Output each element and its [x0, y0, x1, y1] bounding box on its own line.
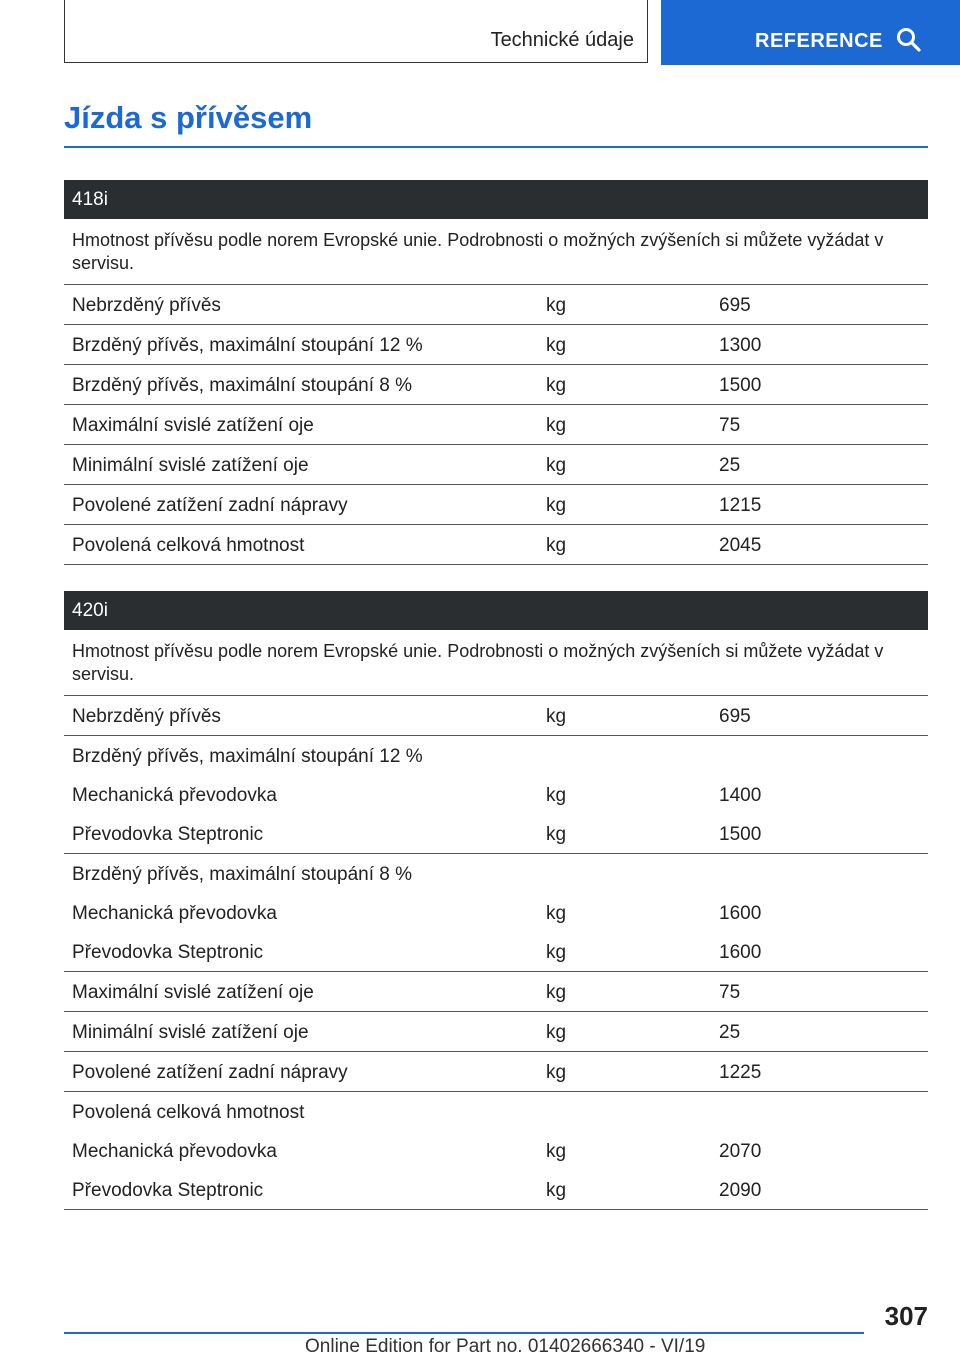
- row-unit: kg: [546, 1022, 567, 1043]
- spec-table-420i: [64, 591, 928, 1210]
- table-row: [64, 1092, 928, 1131]
- table-note: Hmotnost přívěsu podle norem Evropské unie. Podrobnosti o možných zvýšeních si můžete vyžádat v servisu.: [64, 219, 928, 285]
- row-label: Povolené zatížení zadní nápravy: [72, 495, 348, 516]
- table-row: [64, 1131, 928, 1170]
- table-row: [64, 972, 928, 1012]
- row-label: Brzděný přívěs, maximální stoupání 12 %: [72, 746, 423, 767]
- row-label: Nebrzděný přívěs: [72, 706, 221, 727]
- row-value: 1600: [719, 903, 762, 924]
- page-title: Jízda s přívěsem: [64, 100, 313, 135]
- table-row: [64, 405, 928, 445]
- row-unit: kg: [546, 706, 567, 727]
- table-body: [64, 696, 928, 1210]
- row-label: Mechanická převodovka: [72, 903, 277, 924]
- table-row: [64, 485, 928, 525]
- row-unit: kg: [546, 824, 567, 845]
- row-value: 75: [719, 982, 741, 1003]
- section-title: Technické údaje: [490, 29, 634, 51]
- row-label: Maximální svislé zatížení oje: [72, 982, 314, 1003]
- table-row: [64, 854, 928, 893]
- row-label: Povolené zatížení zadní nápravy: [72, 1062, 348, 1083]
- spec-table-418i: [64, 180, 928, 565]
- row-unit: kg: [546, 982, 567, 1003]
- page-number: 307: [884, 1301, 928, 1331]
- row-value: 1500: [719, 824, 762, 845]
- row-value: 1300: [719, 335, 762, 356]
- table-note: Hmotnost přívěsu podle norem Evropské unie. Podrobnosti o možných zvýšeních si můžete vyžádat v servisu.: [64, 630, 928, 696]
- search-icon: [896, 27, 922, 53]
- row-label: Mechanická převodovka: [72, 785, 277, 806]
- table-body: [64, 285, 928, 565]
- table-row: [64, 775, 928, 814]
- row-value: 695: [719, 295, 751, 316]
- row-label: Povolená celková hmotnost: [72, 1102, 305, 1123]
- row-value: 25: [719, 455, 741, 476]
- row-value: 1225: [719, 1062, 762, 1083]
- row-unit: kg: [546, 535, 567, 556]
- row-value: 2045: [719, 535, 762, 556]
- table-header: 418i: [64, 180, 928, 219]
- row-label: Převodovka Steptronic: [72, 942, 264, 963]
- footer-divider: [64, 1332, 864, 1334]
- row-unit: kg: [546, 375, 567, 396]
- row-value: 1600: [719, 942, 762, 963]
- row-unit: kg: [546, 415, 567, 436]
- table-row: [64, 893, 928, 932]
- row-label: Povolená celková hmotnost: [72, 535, 305, 556]
- table-row: [64, 525, 928, 565]
- table-row: [64, 365, 928, 405]
- table-row: [64, 285, 928, 325]
- row-label: Převodovka Steptronic: [72, 1180, 264, 1201]
- table-row: [64, 1052, 928, 1092]
- row-unit: kg: [546, 295, 567, 316]
- row-label: Brzděný přívěs, maximální stoupání 12 %: [72, 335, 423, 356]
- row-unit: kg: [546, 1180, 567, 1201]
- row-unit: kg: [546, 942, 567, 963]
- table-row: [64, 1170, 928, 1210]
- row-label: Maximální svislé zatížení oje: [72, 415, 314, 436]
- footer-edition: Online Edition for Part no. 01402666340 - VI/19: [305, 1336, 706, 1357]
- reference-label: REFERENCE: [755, 30, 883, 52]
- row-value: 2090: [719, 1180, 762, 1201]
- table-header: 420i: [64, 591, 928, 630]
- row-unit: kg: [546, 1141, 567, 1162]
- row-label: Minimální svislé zatížení oje: [72, 455, 309, 476]
- row-unit: kg: [546, 335, 567, 356]
- row-value: 2070: [719, 1141, 762, 1162]
- row-label: Převodovka Steptronic: [72, 824, 264, 845]
- row-label: Brzděný přívěs, maximální stoupání 8 %: [72, 375, 413, 396]
- row-value: 75: [719, 415, 741, 436]
- table-row: [64, 1012, 928, 1052]
- row-label: Brzděný přívěs, maximální stoupání 8 %: [72, 864, 413, 885]
- row-value: 695: [719, 706, 751, 727]
- row-value: 1500: [719, 375, 762, 396]
- row-label: Nebrzděný přívěs: [72, 295, 221, 316]
- table-row: [64, 814, 928, 854]
- row-unit: kg: [546, 1062, 567, 1083]
- table-row: [64, 696, 928, 736]
- table-row: [64, 325, 928, 365]
- row-value: 1215: [719, 495, 762, 516]
- row-label: Minimální svislé zatížení oje: [72, 1022, 309, 1043]
- table-row: [64, 736, 928, 775]
- row-unit: kg: [546, 903, 567, 924]
- table-row: [64, 445, 928, 485]
- row-unit: kg: [546, 785, 567, 806]
- row-value: 25: [719, 1022, 741, 1043]
- table-row: [64, 932, 928, 972]
- title-divider: [64, 146, 928, 148]
- row-value: 1400: [719, 785, 762, 806]
- reference-button[interactable]: [661, 0, 960, 65]
- row-label: Mechanická převodovka: [72, 1141, 277, 1162]
- section-tab[interactable]: [64, 0, 648, 63]
- row-unit: kg: [546, 495, 567, 516]
- row-unit: kg: [546, 455, 567, 476]
